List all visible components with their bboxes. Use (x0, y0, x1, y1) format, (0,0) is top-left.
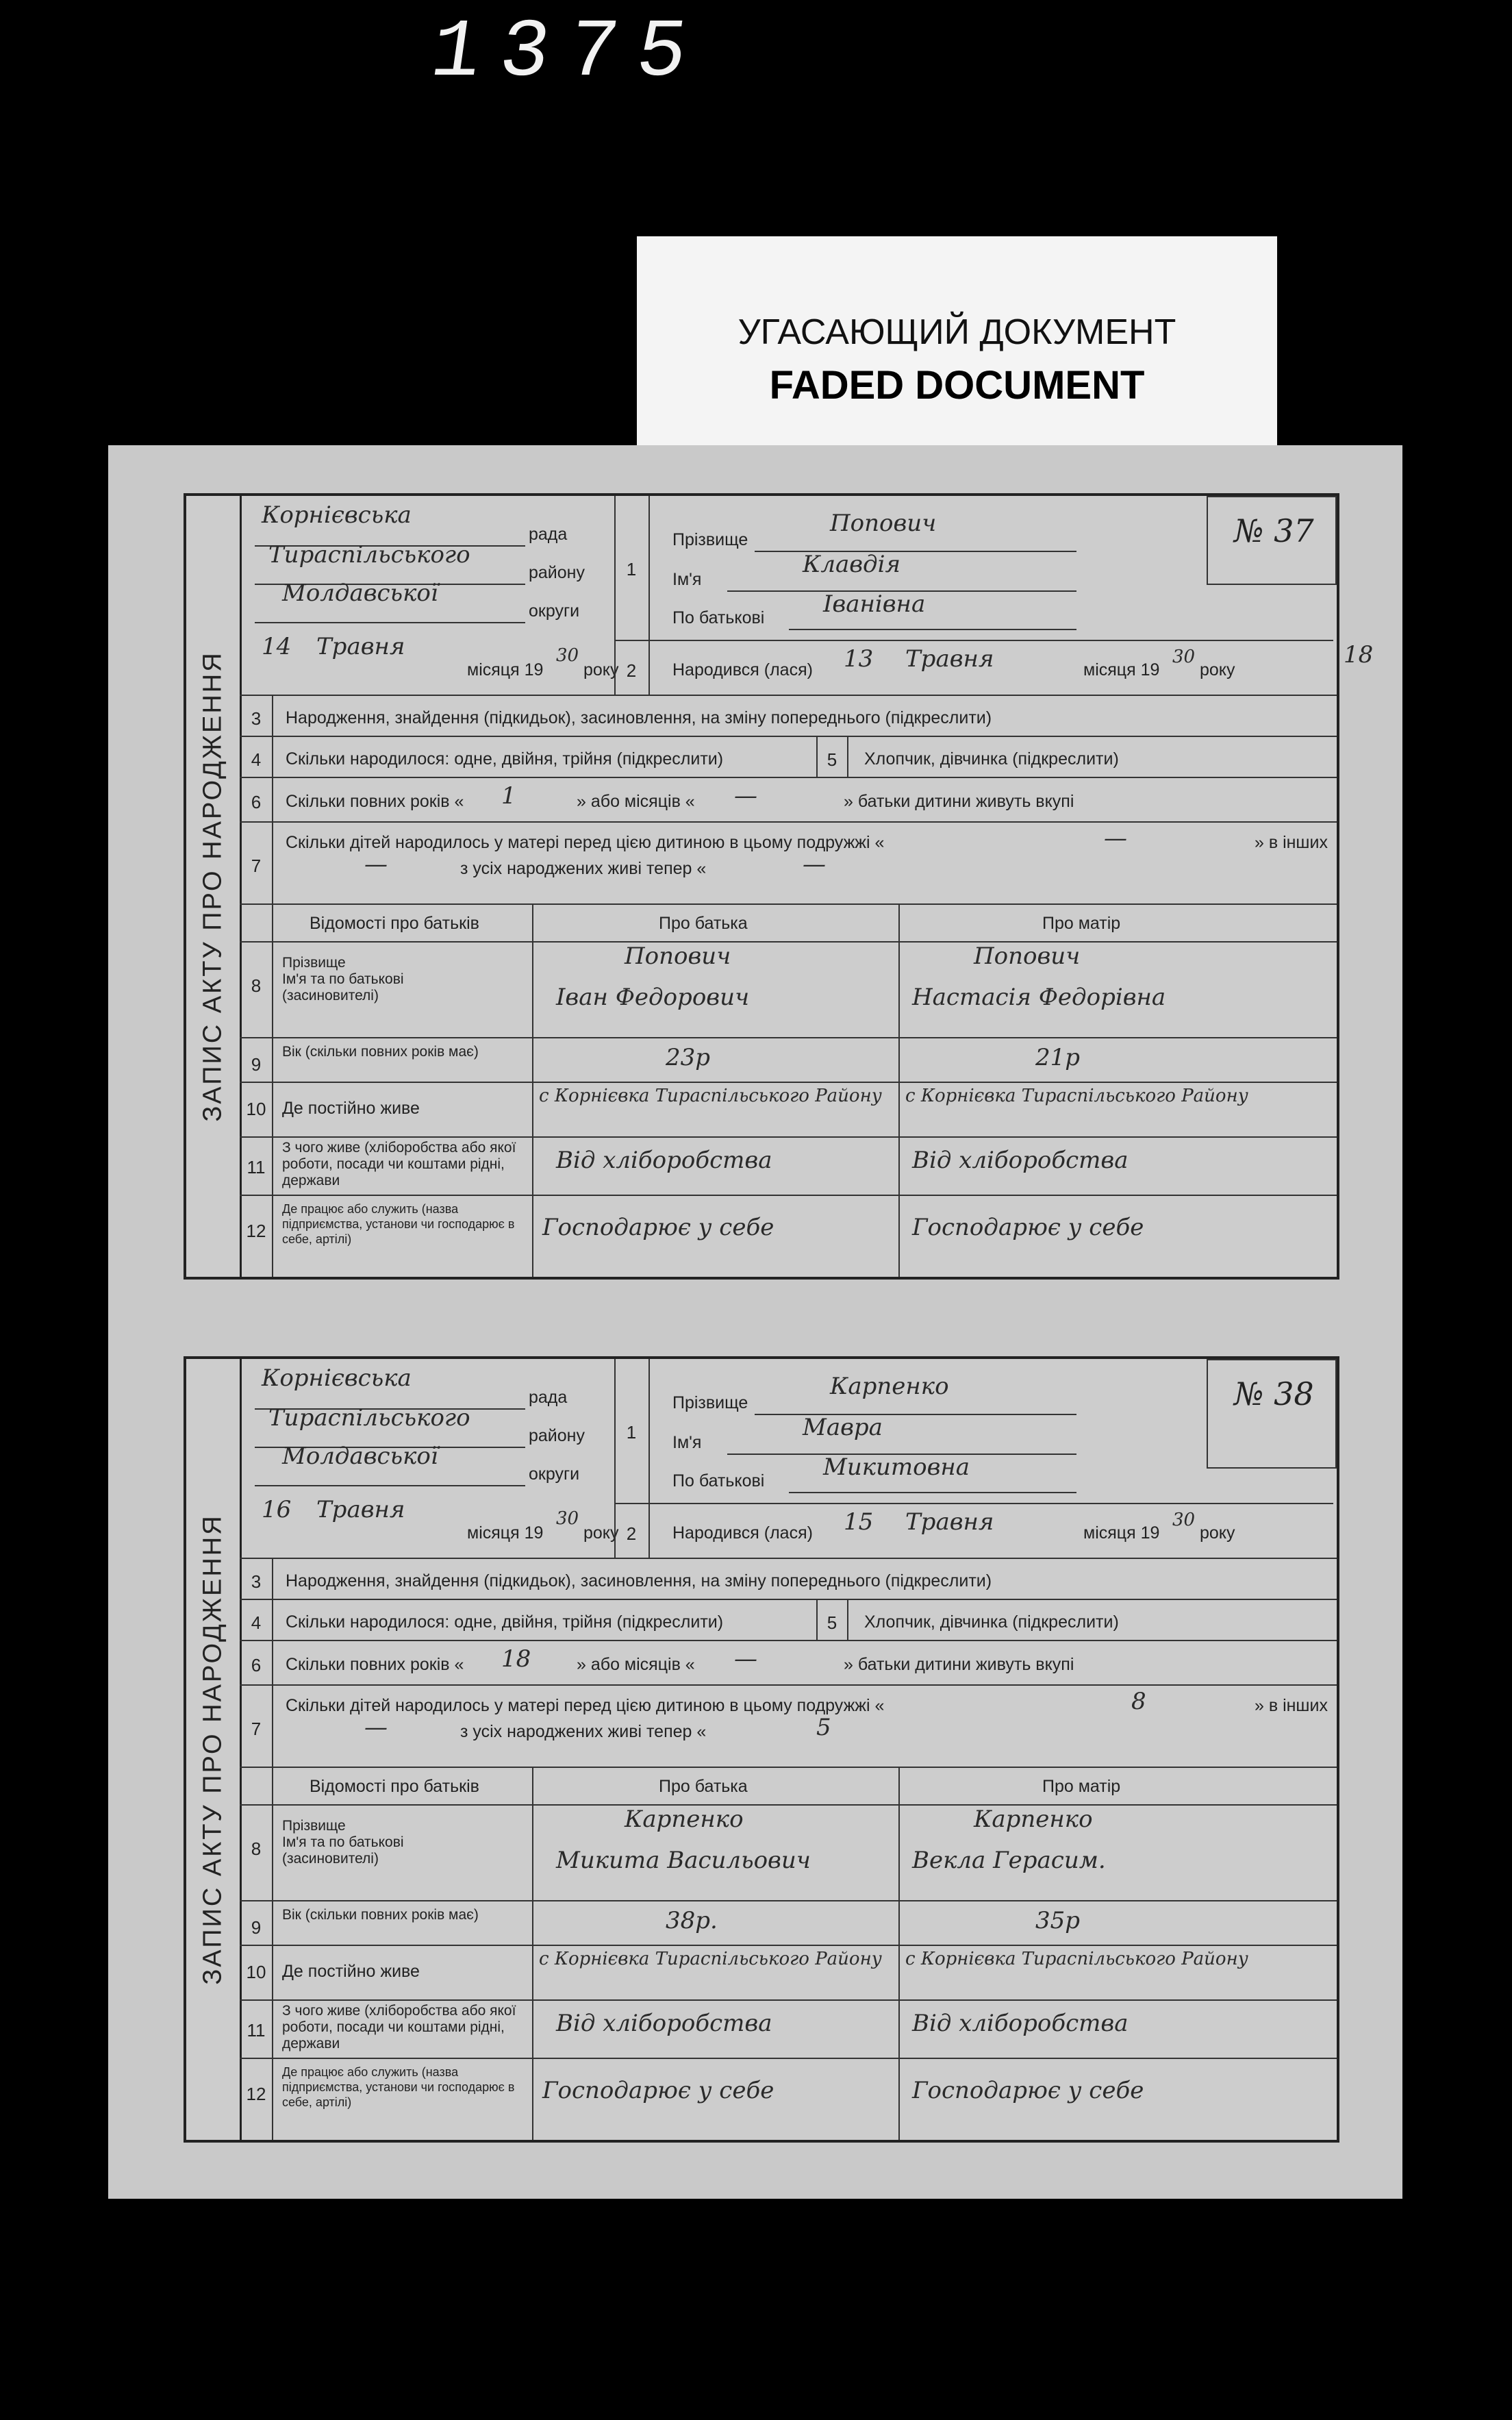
year-handwriting: 30 (556, 645, 579, 666)
row-number: 5 (827, 749, 837, 770)
born-day: 15 (844, 1508, 874, 1536)
mother-residence: с Корнієвка Тираспільського Району (905, 1086, 1248, 1106)
name-label: Ім'я (672, 1433, 702, 1452)
rayon-handwriting: Тираспільського (268, 1404, 470, 1432)
children-before: — (1104, 825, 1127, 852)
years-together: 1 (501, 782, 516, 810)
children-alive: 5 (816, 1714, 831, 1741)
name-label: Ім'я (672, 570, 702, 589)
month-handwriting: Травня (316, 633, 405, 660)
row-number: 2 (626, 660, 637, 681)
mother-living: Від хліборобства (912, 1147, 1129, 1174)
row-7-label-a: Скільки дітей народилось у матері перед цією дитиною в цьому подружжі « (286, 1696, 885, 1715)
years-together: 18 (501, 1645, 531, 1673)
born-label: Народився (лася) (672, 660, 813, 679)
father-name: Іван Федорович (556, 984, 750, 1011)
father-work: Господарює у себе (542, 1214, 774, 1241)
row-7-label-b: » в інших (1255, 833, 1328, 852)
father-work: Господарює у себе (542, 2077, 774, 2104)
row-7-label-a: Скільки дітей народилось у матері перед цією дитиною в цьому подружжі « (286, 833, 885, 852)
row-11-label: З чого живе (хліборобства або якої роботи, посади чи коштами рідні, держави (282, 1140, 516, 1188)
born-day: 13 (844, 645, 874, 673)
child-name: Клавдія (803, 551, 900, 578)
vertical-title: ЗАПИС АКТУ ПРО НАРОДЖЕННЯ (186, 1359, 242, 2140)
okrug-label: округи (529, 1464, 580, 1484)
mother-age: 21р (1035, 1044, 1081, 1071)
father-surname: Карпенко (625, 1806, 744, 1833)
rayon-label: району (529, 563, 585, 582)
child-surname: Карпенко (830, 1373, 949, 1400)
okrug-label: округи (529, 601, 580, 621)
row-number: 3 (251, 708, 262, 729)
row-6-label-a: Скільки повних років « (286, 792, 464, 811)
parents-header: Відомості про батьків (310, 1777, 479, 1796)
father-living: Від хліборобства (556, 1147, 772, 1174)
row-number: 12 (246, 2084, 266, 2104)
registration-number: № 38 (1234, 1375, 1314, 1412)
parents-header: Відомості про батьків (310, 914, 479, 933)
row-number: 7 (251, 1719, 262, 1739)
day-handwriting: 16 (262, 1496, 292, 1523)
rayon-label: району (529, 1426, 585, 1445)
mother-residence: с Корнієвка Тираспільського Району (905, 1949, 1248, 1969)
child-patronymic: Іванівна (823, 590, 926, 618)
birth-record-2 (184, 1356, 1339, 2143)
okrug-handwriting: Молдавської (282, 1443, 438, 1470)
mother-name: Векла Герасим. (912, 1847, 1106, 1874)
row-6-label-a: Скільки повних років « (286, 1655, 464, 1674)
child-surname: Попович (830, 510, 937, 537)
row-7-label-c: з усіх народжених живі тепер « (460, 859, 707, 878)
row-8-label: Прізвище Ім'я та по батькові (засиновителі) (282, 1818, 404, 1867)
rada-label: рада (529, 1388, 568, 1407)
row-7-label-c: з усіх народжених живі тепер « (460, 1722, 707, 1741)
row-6-label-b: » або місяців « (577, 1655, 695, 1674)
month-year-label: місяця 19 (467, 1523, 544, 1543)
mother-surname: Попович (974, 943, 1081, 970)
month-handwriting: Травня (316, 1496, 405, 1523)
row-number: 2 (626, 1523, 637, 1544)
patronymic-label: По батькові (672, 608, 765, 627)
children-other: — (364, 1714, 388, 1741)
months-together: — (734, 782, 757, 810)
row-number: 4 (251, 749, 262, 770)
row-11-label: З чого живе (хліборобства або якої роботи, посади чи коштами рідні, держави (282, 2003, 516, 2051)
father-age: 38р. (666, 1907, 718, 1934)
children-alive: — (803, 851, 826, 878)
mother-surname: Карпенко (974, 1806, 1093, 1833)
mother-header: Про матір (1042, 1777, 1121, 1796)
okrug-handwriting: Молдавської (282, 579, 438, 607)
birth-record-1 (184, 493, 1374, 1280)
roku-label: року (1200, 660, 1235, 679)
roku-label: року (583, 1523, 619, 1543)
row-number: 12 (246, 1221, 266, 1241)
father-header: Про батька (659, 1777, 748, 1796)
row-10-label: Де постійно живе (282, 1962, 420, 1981)
row-number: 3 (251, 1571, 262, 1592)
row-12-label: Де працює або служить (назва підприємства, установи чи господарює в себе, артілі) (282, 2065, 515, 2109)
mother-work: Господарює у себе (912, 1214, 1144, 1241)
row-number: 4 (251, 1612, 262, 1633)
mother-work: Господарює у себе (912, 2077, 1144, 2104)
born-year: 30 (1172, 647, 1196, 667)
rada-label: рада (529, 525, 568, 544)
father-age: 23р (666, 1044, 711, 1071)
row-number: 5 (827, 1612, 837, 1633)
born-label: Народився (лася) (672, 1523, 813, 1543)
born-month: Травня (905, 645, 994, 673)
father-surname: Попович (625, 943, 731, 970)
side-mark: 18 (1344, 641, 1374, 669)
father-header: Про батька (659, 914, 748, 933)
mother-age: 35р (1035, 1907, 1081, 1934)
row-10-label: Де постійно живе (282, 1099, 420, 1118)
row-number: 1 (626, 559, 637, 579)
row-4-label: Скільки народилося: одне, двійня, трійня (підкреслити) (286, 749, 724, 769)
row-8-label: Прізвище Ім'я та по батькові (засиновителі) (282, 955, 404, 1003)
patronymic-label: По батькові (672, 1471, 765, 1490)
row-number: 9 (251, 1917, 262, 1938)
roku-label: року (1200, 1523, 1235, 1543)
months-together: — (734, 1645, 757, 1673)
row-5-label: Хлопчик, дівчинка (підкреслити) (864, 749, 1119, 769)
mother-living: Від хліборобства (912, 2010, 1129, 2037)
row-number: 11 (247, 1157, 266, 1177)
father-residence: с Корнієвка Тираспільського Району (539, 1949, 882, 1969)
rada-handwriting: Корнієвська (262, 1364, 412, 1392)
born-month: Травня (905, 1508, 994, 1536)
row-6-label-c: » батьки дитини живуть вкупі (844, 1655, 1074, 1674)
month-year-label: місяця 19 (467, 660, 544, 679)
document-paper (108, 445, 1402, 2199)
month-year-label: місяця 19 (1083, 660, 1160, 679)
page-number: 1375 (425, 7, 712, 100)
born-year: 30 (1172, 1510, 1196, 1530)
row-number: 10 (246, 1962, 266, 1982)
child-name: Мавра (803, 1414, 883, 1441)
faded-document-label (637, 236, 1277, 449)
father-living: Від хліборобства (556, 2010, 772, 2037)
child-patronymic: Микитовна (823, 1454, 970, 1481)
row-6-label-c: » батьки дитини живуть вкупі (844, 792, 1074, 811)
row-number: 11 (247, 2020, 266, 2041)
row-4-label: Скільки народилося: одне, двійня, трійня (підкреслити) (286, 1612, 724, 1632)
father-residence: с Корнієвка Тираспільського Району (539, 1086, 882, 1106)
month-year-label: місяця 19 (1083, 1523, 1160, 1543)
mother-name: Настасія Федорівна (912, 984, 1166, 1011)
row-number: 6 (251, 1655, 262, 1675)
row-number: 6 (251, 792, 262, 812)
year-handwriting: 30 (556, 1508, 579, 1529)
row-number: 8 (251, 1838, 262, 1859)
surname-label: Прізвище (672, 1393, 748, 1412)
children-other: — (364, 851, 388, 878)
vertical-title: ЗАПИС АКТУ ПРО НАРОДЖЕННЯ (186, 496, 242, 1277)
row-3-label: Народження, знайдення (підкидьок), засиновлення, на зміну попереднього (підкреслити) (286, 1571, 992, 1591)
row-number: 10 (246, 1099, 266, 1119)
rayon-handwriting: Тираспільського (268, 541, 470, 569)
faded-label-en: FADED DOCUMENT (769, 363, 1145, 408)
row-6-label-b: » або місяців « (577, 792, 695, 811)
children-before: 8 (1131, 1688, 1146, 1715)
registration-number: № 37 (1234, 512, 1314, 549)
row-7-label-b: » в інших (1255, 1696, 1328, 1715)
row-number: 7 (251, 856, 262, 876)
day-handwriting: 14 (262, 633, 292, 660)
row-9-label: Вік (скільки повних років має) (282, 1044, 479, 1060)
row-number: 8 (251, 975, 262, 996)
row-12-label: Де працює або служить (назва підприємства, установи чи господарює в себе, артілі) (282, 1202, 515, 1246)
surname-label: Прізвище (672, 530, 748, 549)
mother-header: Про матір (1042, 914, 1121, 933)
row-number: 1 (626, 1422, 637, 1443)
row-5-label: Хлопчик, дівчинка (підкреслити) (864, 1612, 1119, 1632)
row-9-label: Вік (скільки повних років має) (282, 1907, 479, 1923)
row-3-label: Народження, знайдення (підкидьок), засиновлення, на зміну попереднього (підкреслити) (286, 708, 992, 727)
roku-label: року (583, 660, 619, 679)
rada-handwriting: Корнієвська (262, 501, 412, 529)
father-name: Микита Васильович (556, 1847, 811, 1874)
faded-label-ru: УГАСАЮЩИЙ ДОКУМЕНТ (738, 312, 1176, 352)
row-number: 9 (251, 1054, 262, 1075)
